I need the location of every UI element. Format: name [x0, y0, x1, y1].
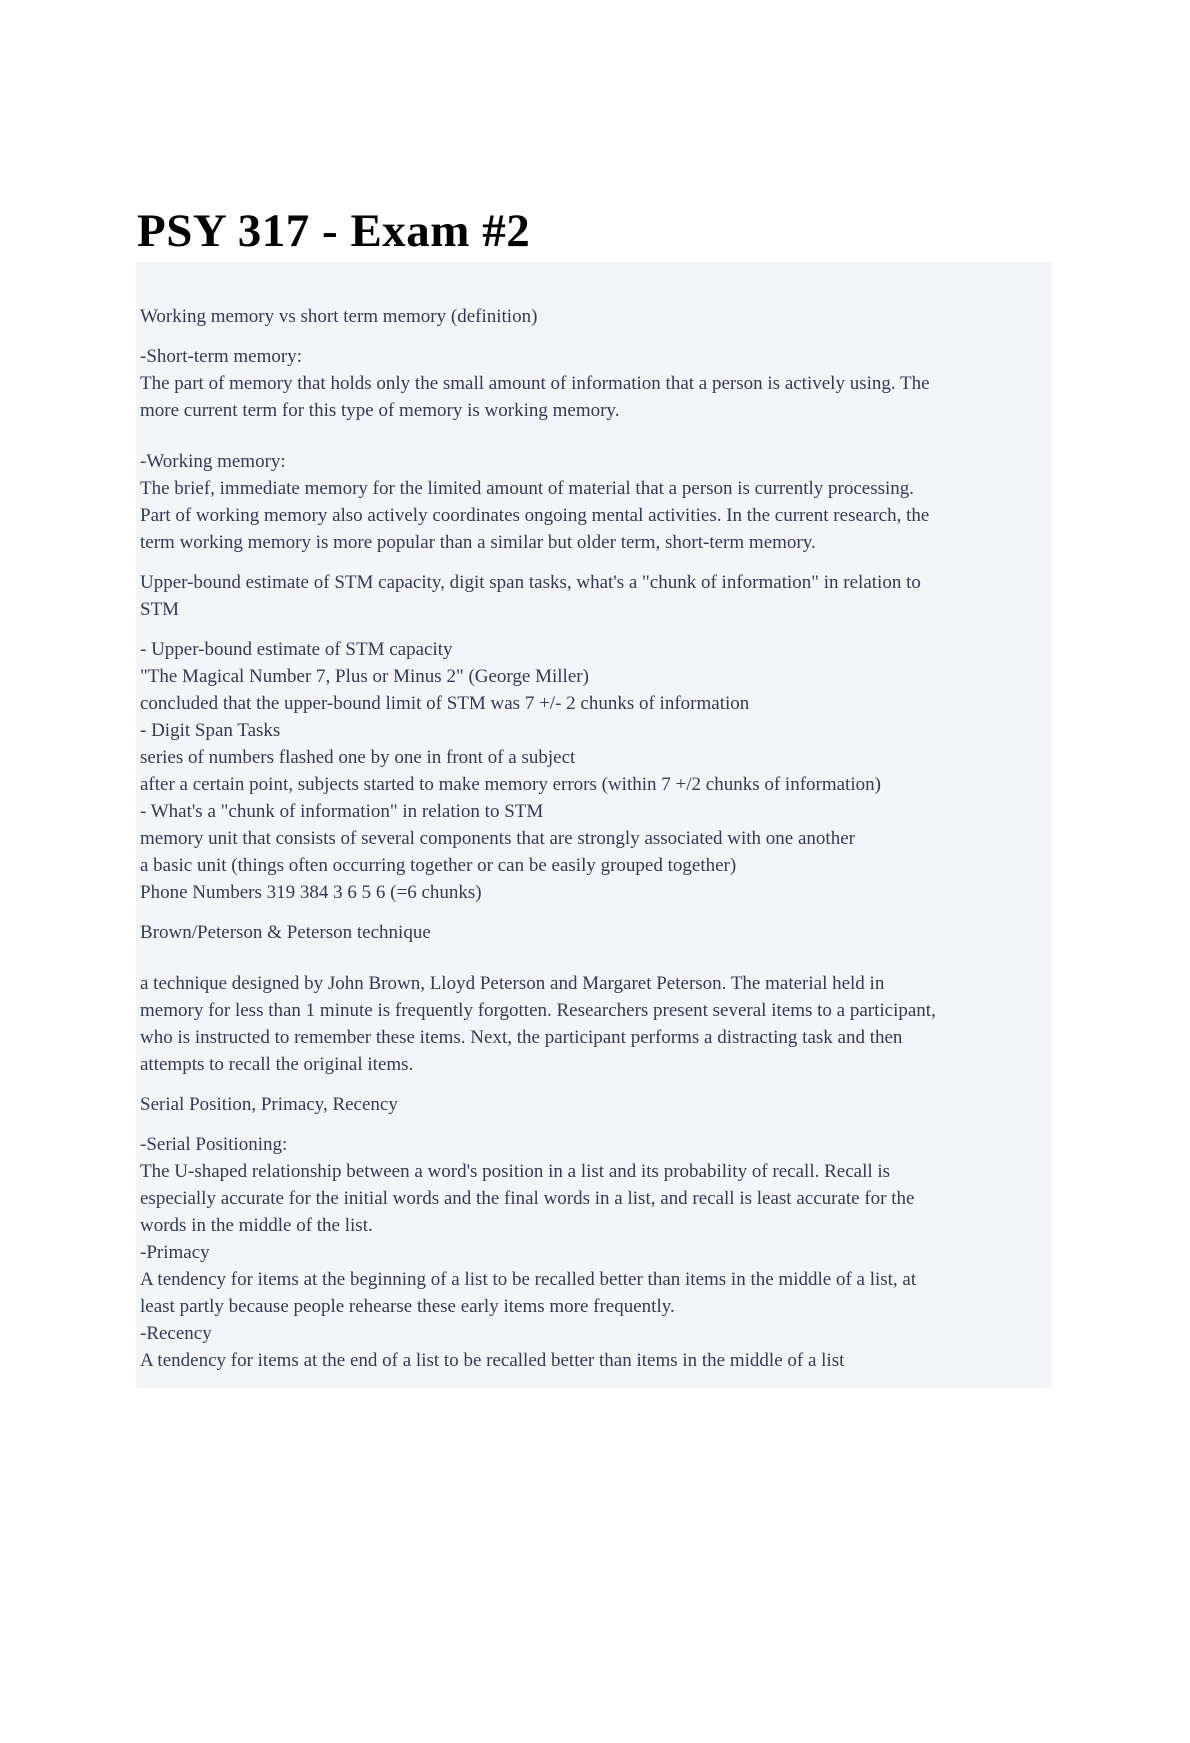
text-line: -Working memory: — [140, 451, 286, 472]
text-line: The U-shaped relationship between a word's position in a list and its probability of recall. Recall is — [140, 1161, 891, 1182]
answer-block — [140, 448, 1052, 556]
text-line: Working memory vs short term memory (definition) — [140, 306, 538, 327]
answer-block — [140, 970, 1052, 1078]
answer-block — [140, 1131, 1052, 1374]
text-line: - Digit Span Tasks — [140, 720, 281, 741]
text-line: a basic unit (things often occurring together or can be easily grouped together) — [140, 855, 737, 876]
text-line: The brief, immediate memory for the limited amount of material that a person is currently processing. — [140, 478, 915, 499]
text-line: more current term for this type of memory is working memory. — [140, 400, 620, 421]
text-line: attempts to recall the original items. — [140, 1054, 414, 1075]
text-line: A tendency for items at the beginning of a list to be recalled better than items in the middle of a list, at — [140, 1269, 917, 1290]
question-block — [140, 1091, 1052, 1118]
text-line: series of numbers flashed one by one in front of a subject — [140, 747, 576, 768]
text-line: STM — [140, 599, 180, 620]
notes-panel — [136, 262, 1052, 1388]
text-line: The part of memory that holds only the small amount of information that a person is actively using. The — [140, 373, 930, 394]
text-line: Serial Position, Primacy, Recency — [140, 1094, 398, 1115]
answer-block — [140, 636, 1052, 906]
document-page — [0, 203, 1190, 1388]
text-line: after a certain point, subjects started to make memory errors (within 7 +/2 chunks of information) — [140, 774, 881, 795]
text-line: words in the middle of the list. — [140, 1215, 373, 1236]
text-line: -Short-term memory: — [140, 346, 302, 367]
text-line: -Primacy — [140, 1242, 210, 1263]
question-block — [140, 303, 1052, 330]
text-line: especially accurate for the initial words and the final words in a list, and recall is least accurate for the — [140, 1188, 915, 1209]
text-line: least partly because people rehearse these early items more frequently. — [140, 1296, 675, 1317]
question-block — [140, 919, 1052, 946]
text-line: memory unit that consists of several components that are strongly associated with one another — [140, 828, 855, 849]
text-line: Upper-bound estimate of STM capacity, digit span tasks, what's a "chunk of information" in relation to — [140, 572, 921, 593]
text-line: term working memory is more popular than a similar but older term, short-term memory. — [140, 532, 816, 553]
page-title: PSY 317 - Exam #2 — [137, 205, 531, 257]
text-line: "The Magical Number 7, Plus or Minus 2" (George Miller) — [140, 666, 589, 687]
text-line: Brown/Peterson & Peterson technique — [140, 922, 431, 943]
text-line: A tendency for items at the end of a list to be recalled better than items in the middle of a list — [140, 1350, 845, 1371]
question-block — [140, 569, 1052, 623]
text-line: -Serial Positioning: — [140, 1134, 288, 1155]
text-line: memory for less than 1 minute is frequently forgotten. Researchers present several items to a participant, — [140, 1000, 936, 1021]
text-line: who is instructed to remember these items. Next, the participant performs a distracting task and then — [140, 1027, 903, 1048]
text-line: - What's a "chunk of information" in relation to STM — [140, 801, 544, 822]
text-line: a technique designed by John Brown, Lloyd Peterson and Margaret Peterson. The material held in — [140, 973, 885, 994]
answer-block — [140, 343, 1052, 424]
text-line: - Upper-bound estimate of STM capacity — [140, 639, 453, 660]
text-line: -Recency — [140, 1323, 212, 1344]
text-line: concluded that the upper-bound limit of STM was 7 +/- 2 chunks of information — [140, 693, 750, 714]
text-line: Part of working memory also actively coordinates ongoing mental activities. In the current research, the — [140, 505, 930, 526]
text-line: Phone Numbers 319 384 3 6 5 6 (=6 chunks) — [140, 882, 482, 903]
